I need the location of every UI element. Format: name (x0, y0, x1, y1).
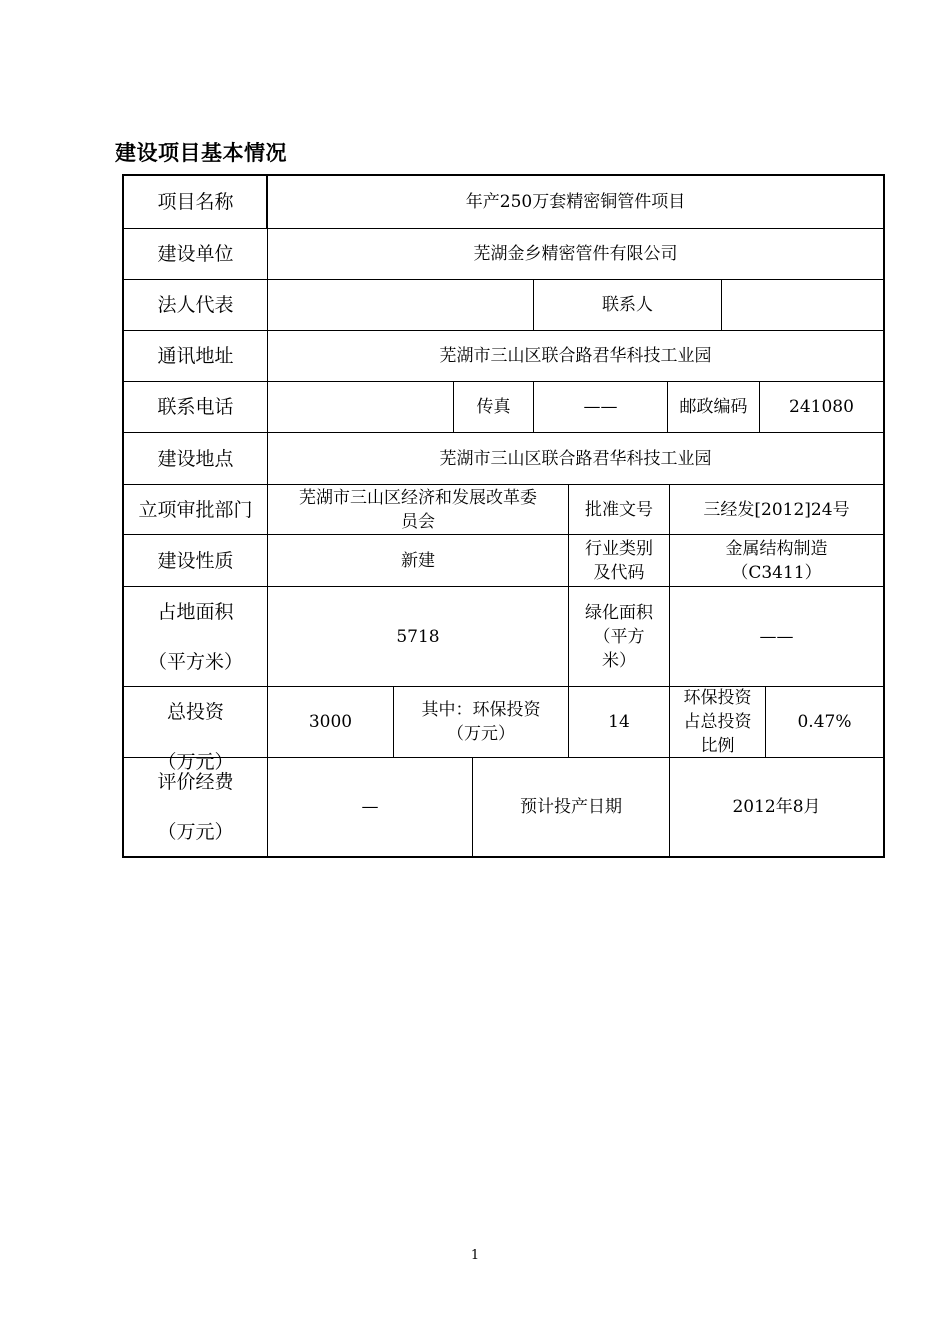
page-number: 1 (470, 1248, 480, 1263)
approval-dept-line2: 员会 (401, 511, 435, 532)
label-area (124, 587, 267, 686)
env-label-line2: （万元） (447, 724, 515, 744)
section-title: 建设项目基本情况 (115, 141, 287, 165)
label-approval-dept: 立项审批部门 (138, 498, 253, 521)
project-info-table (122, 174, 885, 858)
label-fee (124, 758, 267, 856)
value-approval-doc: 三经发[2012]24号 (703, 499, 850, 520)
value-production-date: 2012年8月 (732, 797, 821, 817)
value-fee: — (361, 797, 379, 817)
area-label-line2: （平方米） (147, 650, 243, 673)
industry-label-line2: 及代码 (593, 562, 645, 583)
label-investment (124, 687, 267, 773)
value-env-investment: 14 (608, 712, 630, 732)
value-address: 芜湖市三山区联合路君华科技工业园 (439, 346, 712, 366)
value-project-name: 年产250万套精密铜管件项目 (465, 192, 686, 212)
industry-value-line2: （C3411） (731, 562, 822, 583)
value-industry (670, 535, 883, 586)
value-nature: 新建 (401, 550, 435, 571)
fee-label-line2: （万元） (157, 821, 234, 843)
approval-dept-line1: 芜湖市三山区经济和发展改革委 (299, 487, 537, 508)
value-site: 芜湖市三山区联合路君华科技工业园 (439, 448, 712, 469)
label-green-area (569, 587, 669, 686)
industry-label-line1: 行业类别 (585, 538, 653, 559)
env-label-line1: 其中：环保投资 (421, 700, 541, 720)
value-contact (722, 280, 883, 330)
ratio-label-line3: 比例 (700, 736, 735, 756)
label-env-investment (394, 687, 568, 757)
value-phone (268, 382, 453, 432)
investment-label-line1: 总投资 (166, 701, 224, 723)
value-postal-code: 241080 (789, 397, 854, 417)
label-postal-code: 邮政编码 (679, 397, 748, 417)
value-legal-rep (268, 280, 533, 330)
label-legal-rep: 法人代表 (157, 294, 234, 316)
value-area: 5718 (396, 626, 440, 647)
label-contact: 联系人 (602, 295, 653, 315)
ratio-label-line2: 占总投资 (683, 712, 752, 732)
green-label-line1: 绿化面积 (585, 602, 653, 623)
value-env-ratio: 0.47% (797, 712, 852, 732)
label-env-ratio (670, 687, 765, 757)
value-investment: 3000 (308, 712, 353, 732)
label-project-name: 项目名称 (157, 191, 234, 213)
value-approval-dept (268, 485, 568, 534)
ratio-label-line1: 环保投资 (683, 688, 752, 708)
green-label-line2: （平方 (593, 626, 645, 647)
label-builder: 建设单位 (157, 243, 234, 265)
industry-value-line1: 金属结构制造 (725, 538, 828, 559)
label-site: 建设地点 (157, 447, 234, 470)
label-industry (569, 535, 669, 586)
label-approval-doc: 批准文号 (585, 499, 653, 520)
label-production-date: 预计投产日期 (520, 797, 622, 817)
value-green-area: —— (759, 626, 794, 647)
label-address: 通讯地址 (157, 345, 234, 367)
label-fax: 传真 (476, 397, 511, 417)
label-phone: 联系电话 (157, 396, 234, 418)
label-nature: 建设性质 (157, 549, 234, 572)
value-builder: 芜湖金乡精密管件有限公司 (473, 244, 678, 264)
area-label-line1: 占地面积 (157, 600, 234, 623)
fee-label-line1: 评价经费 (157, 771, 234, 793)
green-label-line3: 米） (602, 650, 636, 671)
value-fax: —— (583, 397, 618, 417)
investment-label-line2: （万元） (157, 751, 234, 773)
